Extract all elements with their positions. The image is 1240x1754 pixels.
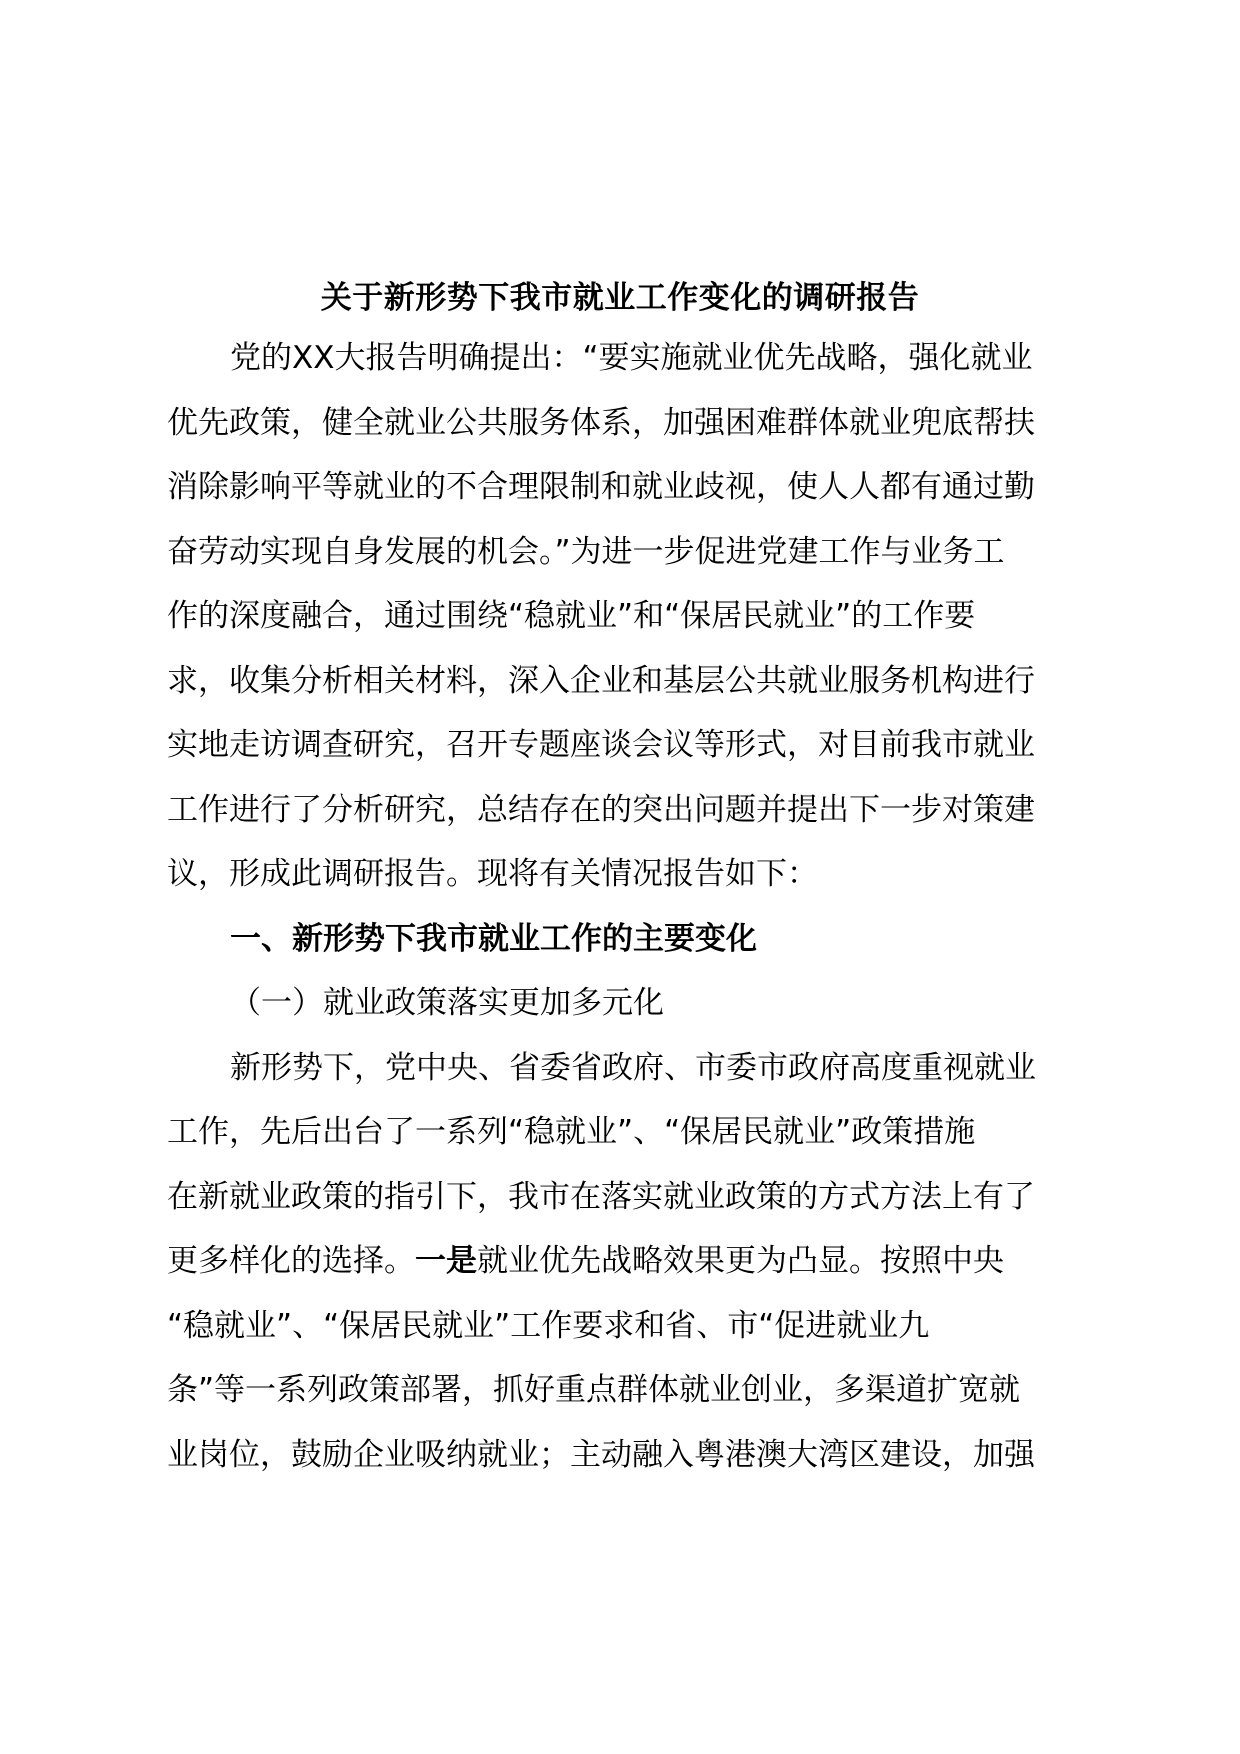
paragraph-1-line: 作的深度融合，通过围绕“稳就业”和“保居民就业”的工作要 [167,598,976,634]
paragraph-2-line-4-bold: 一是 [415,1243,477,1279]
paragraph-2-line-4-prefix: 更多样化的选择。 [167,1243,415,1279]
paragraph-2-line: 在新就业政策的指引下，我市在落实就业政策的方式方法上有了 [167,1178,1035,1215]
paragraph-1-line: 优先政策，健全就业公共服务体系，加强困难群体就业兜底帮扶 [167,404,1035,441]
document-title: 关于新形势下我市就业工作变化的调研报告 [320,280,920,316]
paragraph-2-line: 业岗位，鼓励企业吸纳就业；主动融入粤港澳大湾区建设，加强 [167,1436,1035,1473]
paragraph-2-line-4-suffix: 就业优先战略效果更为凸显。按照中央 [477,1243,1004,1279]
document-body [167,326,1107,1487]
paragraph-1-line: 消除影响平等就业的不合理限制和就业歧视，使人人都有通过勤 [167,469,1035,505]
paragraph-2-line: 条”等一系列政策部署，抓好重点群体就业创业，多渠道扩宽就 [167,1372,1021,1408]
paragraph-1-line: 议，形成此调研报告。现将有关情况报告如下： [167,856,818,892]
section-1-heading: 一、新形势下我市就业工作的主要变化 [230,920,757,957]
paragraph-2-line-mixed [167,1229,1107,1294]
paragraph-1-line: 党的XX大报告明确提出：“要实施就业优先战略，强化就业 [230,340,1033,376]
paragraph-2-line: “稳就业”、“保居民就业”工作要求和省、市“促进就业九 [167,1307,930,1344]
paragraph-1-line: 奋劳动实现自身发展的机会。”为进一步促进党建工作与业务工 [167,533,1005,570]
paragraph-1-line: 工作进行了分析研究，总结存在的突出问题并提出下一步对策建 [167,791,1035,828]
paragraph-1-line: 实地走访调查研究，召开专题座谈会议等形式，对目前我市就业 [167,727,1035,763]
paragraph-2-line: 工作，先后出台了一系列“稳就业”、“保居民就业”政策措施 [167,1114,976,1150]
paragraph-1-line: 求，收集分析相关材料，深入企业和基层公共就业服务机构进行 [167,662,1035,699]
subsection-1-heading: （一）就业政策落实更加多元化 [230,985,664,1021]
paragraph-2-line: 新形势下，党中央、省委省政府、市委市政府高度重视就业 [230,1049,1036,1086]
